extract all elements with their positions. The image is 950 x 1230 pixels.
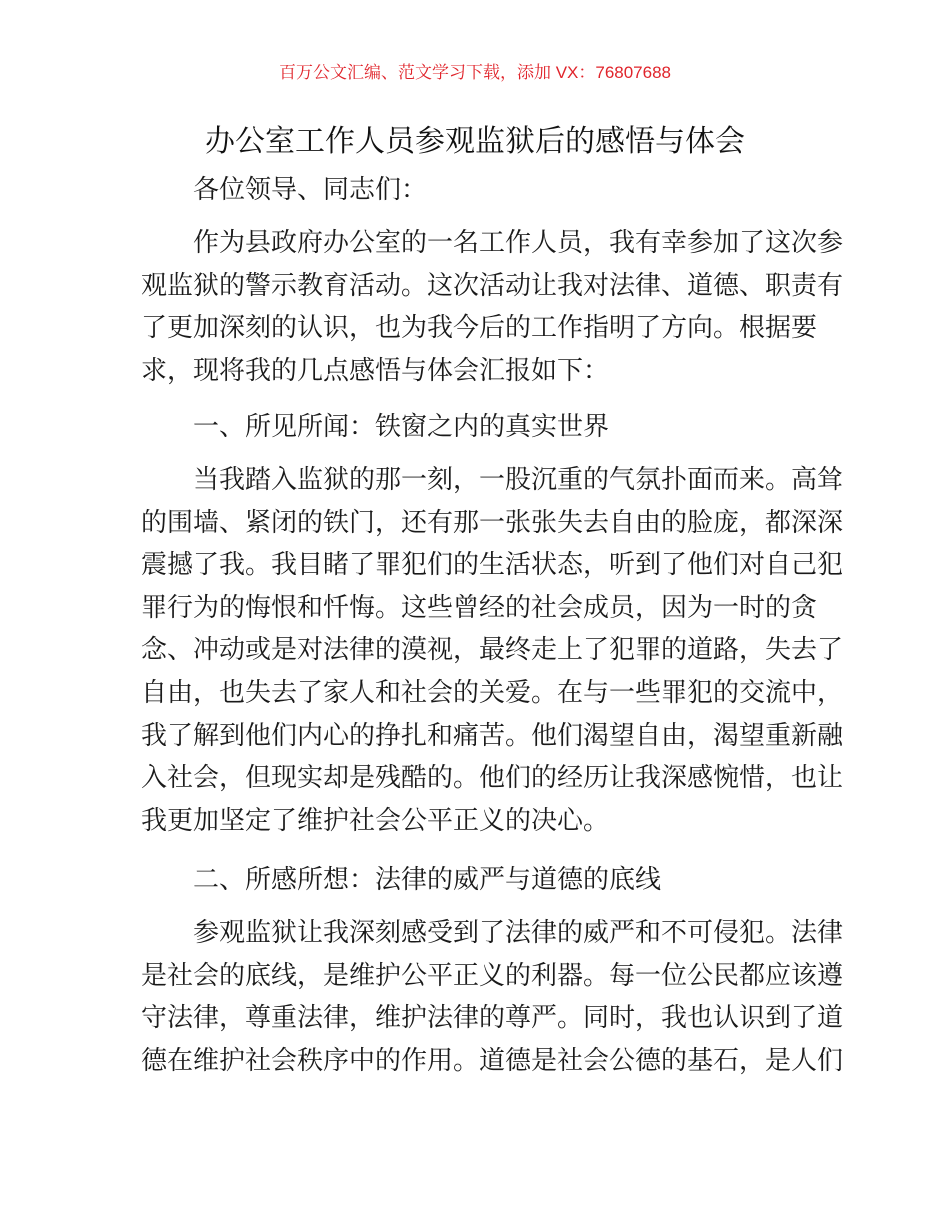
document-title: 办公室工作人员参观监狱后的感悟与体会 [205,125,745,158]
paragraph-line: 守法律，尊重法律，维护法律的尊严。同时，我也认识到了道 [141,1002,844,1033]
paragraph-line: 德在维护社会秩序中的作用。道德是社会公德的基石，是人们 [141,1044,844,1075]
greeting [141,168,811,211]
paragraph-feelings [141,911,844,1081]
paragraph-line: 自由，也失去了家人和社会的关爱。在与一些罪犯的交流中， [141,676,844,707]
paragraph-line: 观监狱的警示教育活动。这次活动让我对法律、道德、职责有 [141,269,844,300]
paragraph-line: 罪行为的悔恨和忏悔。这些曾经的社会成员，因为一时的贪 [141,591,818,622]
paragraph-line: 了更加深刻的认识，也为我今后的工作指明了方向。根据要 [141,312,818,343]
section-heading-2 [141,858,811,901]
paragraph-line: 作为县政府办公室的一名工作人员，我有幸参加了这次参 [193,227,844,257]
heading-text: 二、所感所想：法律的威严与道德的底线 [193,864,662,894]
paragraph-line: 入社会，但现实却是残酷的。他们的经历让我深感惋惜，也让 [141,762,844,793]
greeting-text: 各位领导、同志们： [193,174,428,204]
paragraph-line: 震撼了我。我目睹了罪犯们的生活状态，听到了他们对自己犯 [141,549,844,580]
paragraph-line: 我更加坚定了维护社会公平正义的决心。 [141,804,610,835]
paragraph-line: 我了解到他们内心的挣扎和痛苦。他们渴望自由，渴望重新融 [141,719,844,750]
paragraph-line: 当我踏入监狱的那一刻，一股沉重的气氛扑面而来。高耸 [193,464,844,494]
paragraph-intro [141,221,844,391]
paragraph-seen-heard [141,458,844,841]
paragraph-line: 参观监狱让我深刻感受到了法律的威严和不可侵犯。法律 [193,917,844,947]
paragraph-line: 求，现将我的几点感悟与体会汇报如下： [141,354,610,385]
paragraph-line: 是社会的底线，是维护公平正义的利器。每一位公民都应该遵 [141,959,844,990]
paragraph-line: 的围墙、紧闭的铁门，还有那一张张失去自由的脸庞，都深深 [141,506,844,537]
section-heading-1 [141,405,811,448]
paragraph-line: 念、冲动或是对法律的漠视，最终走上了犯罪的道路，失去了 [141,634,844,665]
heading-text: 一、所见所闻：铁窗之内的真实世界 [193,411,610,441]
watermark-banner: 百万公文汇编、范文学习下载，添加 VX：76807688 [278,63,672,82]
